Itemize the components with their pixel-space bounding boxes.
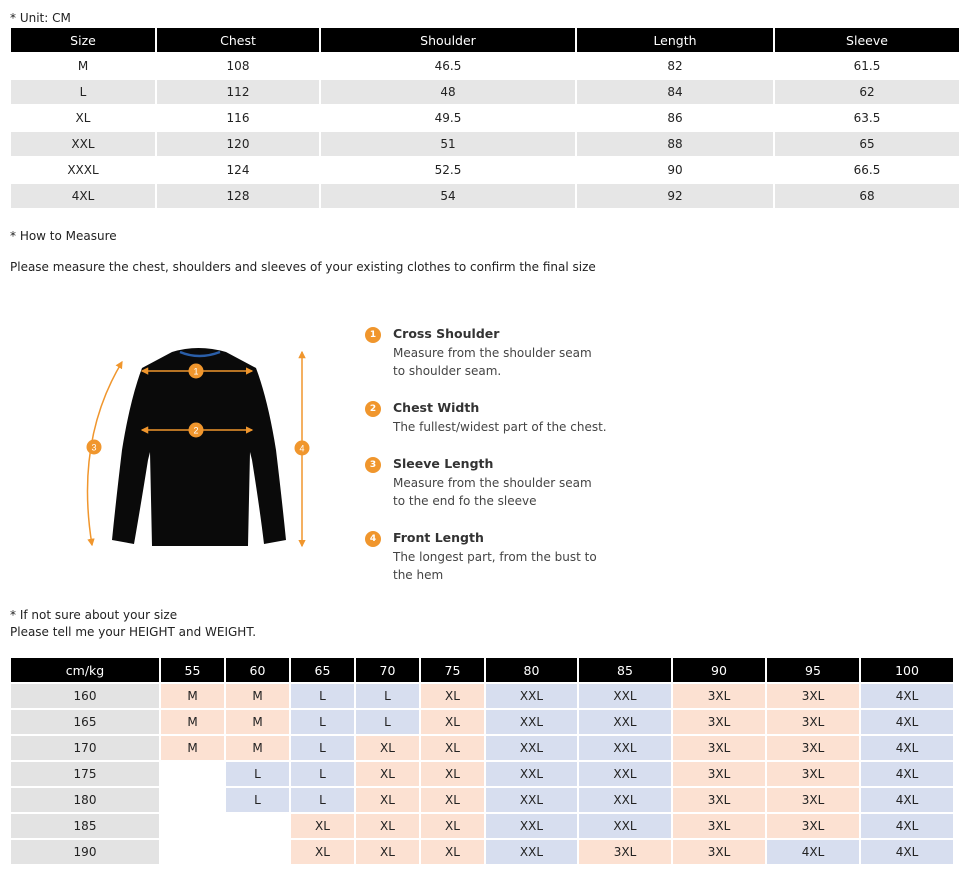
table-row <box>11 54 959 78</box>
table-row <box>11 80 959 104</box>
size-cell: L <box>291 710 354 734</box>
size-cell: M <box>226 710 289 734</box>
height-cell: 190 <box>11 840 159 864</box>
size-cell: XL <box>421 814 484 838</box>
size-cell: 3XL <box>579 840 671 864</box>
size-cell: 4XL <box>861 684 953 708</box>
size-cell: XL <box>291 840 354 864</box>
size-cell: XL <box>356 762 419 786</box>
size-cell: 3XL <box>673 736 765 760</box>
table-row <box>11 762 953 786</box>
legend-title: Front Length <box>393 530 484 545</box>
measure-instruction: Please measure the chest, shoulders and sleeves of your existing clothes to confirm the final size <box>10 260 596 274</box>
height-weight-header-row <box>11 658 953 682</box>
length-header: Length <box>577 28 773 52</box>
table-row <box>11 106 959 130</box>
size-cell: XXL <box>486 814 577 838</box>
marker-2 <box>189 423 204 438</box>
size-cell <box>161 762 224 786</box>
table-cell: 108 <box>157 54 319 78</box>
size-cell: 4XL <box>767 840 859 864</box>
unit-note: * Unit: CM <box>10 11 71 25</box>
table-cell: 65 <box>775 132 959 156</box>
size-cell: XXL <box>579 684 671 708</box>
table-cell: 51 <box>321 132 575 156</box>
size-cell: XXL <box>486 710 577 734</box>
size-cell: 3XL <box>767 684 859 708</box>
size-cell: XL <box>356 814 419 838</box>
table-row <box>11 814 953 838</box>
table-cell: 48 <box>321 80 575 104</box>
table-cell: 66.5 <box>775 158 959 182</box>
table-row <box>11 158 959 182</box>
corner-header: cm/kg <box>11 658 159 682</box>
height-cell: 185 <box>11 814 159 838</box>
legend-description: Measure from the shoulder seam to the end fo the sleeve <box>393 476 592 508</box>
measurement-legend <box>365 322 695 582</box>
size-cell: 4XL <box>861 840 953 864</box>
table-cell: 4XL <box>11 184 155 208</box>
size-cell: XL <box>421 762 484 786</box>
table-cell: 49.5 <box>321 106 575 130</box>
height-cell: 160 <box>11 684 159 708</box>
size-cell: XXL <box>579 736 671 760</box>
height-weight-table <box>9 656 955 866</box>
size-cell: 4XL <box>861 736 953 760</box>
size-cell: XXL <box>486 684 577 708</box>
size-cell: 3XL <box>767 762 859 786</box>
size-cell: L <box>291 762 354 786</box>
size-cell: 4XL <box>861 710 953 734</box>
size-cell: XL <box>421 710 484 734</box>
chest-header: Chest <box>157 28 319 52</box>
sleeve-header: Sleeve <box>775 28 959 52</box>
size-cell: L <box>356 684 419 708</box>
size-cell: L <box>291 684 354 708</box>
size-cell: XXL <box>486 736 577 760</box>
table-cell: 124 <box>157 158 319 182</box>
size-chart-header-row <box>11 28 959 52</box>
size-cell: 4XL <box>861 814 953 838</box>
table-cell: 54 <box>321 184 575 208</box>
size-cell: L <box>291 788 354 812</box>
size-cell: M <box>226 736 289 760</box>
svg-text:4: 4 <box>299 443 305 454</box>
svg-text:3: 3 <box>91 442 97 453</box>
table-cell: 116 <box>157 106 319 130</box>
weight-header: 100 <box>861 658 953 682</box>
legend-description: The longest part, from the bust to the hem <box>393 550 597 582</box>
size-cell: 3XL <box>673 788 765 812</box>
size-cell: XXL <box>486 840 577 864</box>
marker-1 <box>189 364 204 379</box>
size-cell: XXL <box>579 814 671 838</box>
size-cell: M <box>161 736 224 760</box>
weight-header: 75 <box>421 658 484 682</box>
table-cell: 68 <box>775 184 959 208</box>
height-cell: 180 <box>11 788 159 812</box>
size-cell: 3XL <box>673 814 765 838</box>
size-cell <box>161 840 224 864</box>
size-cell <box>226 840 289 864</box>
size-cell: L <box>291 736 354 760</box>
size-cell: 3XL <box>767 788 859 812</box>
size-cell: 3XL <box>767 736 859 760</box>
weight-header: 95 <box>767 658 859 682</box>
how-to-measure-heading: * How to Measure <box>10 229 117 243</box>
size-cell: XL <box>356 840 419 864</box>
size-cell: L <box>226 762 289 786</box>
legend-number: 3 <box>365 457 381 473</box>
svg-text:1: 1 <box>193 366 199 377</box>
legend-number: 1 <box>365 327 381 343</box>
size-cell: XXL <box>579 788 671 812</box>
table-cell: 46.5 <box>321 54 575 78</box>
weight-header: 80 <box>486 658 577 682</box>
size-cell: M <box>161 684 224 708</box>
table-cell: 82 <box>577 54 773 78</box>
marker-4 <box>295 441 310 456</box>
size-cell: XL <box>421 840 484 864</box>
legend-title: Sleeve Length <box>393 456 494 471</box>
marker-3 <box>87 440 102 455</box>
size-cell: XL <box>356 736 419 760</box>
height-cell: 170 <box>11 736 159 760</box>
size-cell: XL <box>291 814 354 838</box>
size-cell: XXL <box>579 762 671 786</box>
table-cell: 88 <box>577 132 773 156</box>
size-cell: XXL <box>486 788 577 812</box>
size-cell: L <box>356 710 419 734</box>
table-cell: 120 <box>157 132 319 156</box>
size-cell: L <box>226 788 289 812</box>
legend-number: 4 <box>365 531 381 547</box>
size-cell: XL <box>421 788 484 812</box>
size-cell: 3XL <box>767 814 859 838</box>
table-row <box>11 788 953 812</box>
size-cell <box>226 814 289 838</box>
height-cell: 165 <box>11 710 159 734</box>
table-cell: L <box>11 80 155 104</box>
size-header: Size <box>11 28 155 52</box>
legend-number: 2 <box>365 401 381 417</box>
table-cell: XXXL <box>11 158 155 182</box>
table-cell: 92 <box>577 184 773 208</box>
table-cell: XL <box>11 106 155 130</box>
table-row <box>11 684 953 708</box>
table-row <box>11 736 953 760</box>
height-cell: 175 <box>11 762 159 786</box>
height-weight-note: Please tell me your HEIGHT and WEIGHT. <box>10 625 257 639</box>
size-chart-table <box>9 26 961 210</box>
size-cell: M <box>226 684 289 708</box>
table-row <box>11 710 953 734</box>
table-cell: 61.5 <box>775 54 959 78</box>
table-row <box>11 132 959 156</box>
weight-header: 70 <box>356 658 419 682</box>
table-cell: 128 <box>157 184 319 208</box>
size-cell: M <box>161 710 224 734</box>
table-row <box>11 840 953 864</box>
table-cell: 84 <box>577 80 773 104</box>
table-row <box>11 184 959 208</box>
size-cell: 3XL <box>673 840 765 864</box>
weight-header: 55 <box>161 658 224 682</box>
sweater-illustration <box>80 340 320 555</box>
size-cell <box>161 814 224 838</box>
size-cell: 3XL <box>767 710 859 734</box>
size-cell: 3XL <box>673 762 765 786</box>
size-cell: 3XL <box>673 684 765 708</box>
size-cell: XL <box>421 684 484 708</box>
size-cell: 4XL <box>861 788 953 812</box>
table-cell: 52.5 <box>321 158 575 182</box>
legend-description: Measure from the shoulder seam to shoulder seam. <box>393 346 592 378</box>
weight-header: 90 <box>673 658 765 682</box>
table-cell: XXL <box>11 132 155 156</box>
table-cell: 86 <box>577 106 773 130</box>
size-cell: XL <box>421 736 484 760</box>
legend-description: The fullest/widest part of the chest. <box>393 420 607 434</box>
table-cell: M <box>11 54 155 78</box>
table-cell: 62 <box>775 80 959 104</box>
legend-title: Chest Width <box>393 400 480 415</box>
size-cell <box>161 788 224 812</box>
size-cell: XXL <box>579 710 671 734</box>
size-cell: XXL <box>486 762 577 786</box>
weight-header: 65 <box>291 658 354 682</box>
size-cell: 3XL <box>673 710 765 734</box>
table-cell: 90 <box>577 158 773 182</box>
not-sure-note: * If not sure about your size <box>10 608 178 622</box>
size-cell: XL <box>356 788 419 812</box>
legend-title: Cross Shoulder <box>393 326 500 341</box>
size-cell: 4XL <box>861 762 953 786</box>
table-cell: 63.5 <box>775 106 959 130</box>
weight-header: 85 <box>579 658 671 682</box>
table-cell: 112 <box>157 80 319 104</box>
shoulder-header: Shoulder <box>321 28 575 52</box>
weight-header: 60 <box>226 658 289 682</box>
svg-text:2: 2 <box>193 425 199 436</box>
